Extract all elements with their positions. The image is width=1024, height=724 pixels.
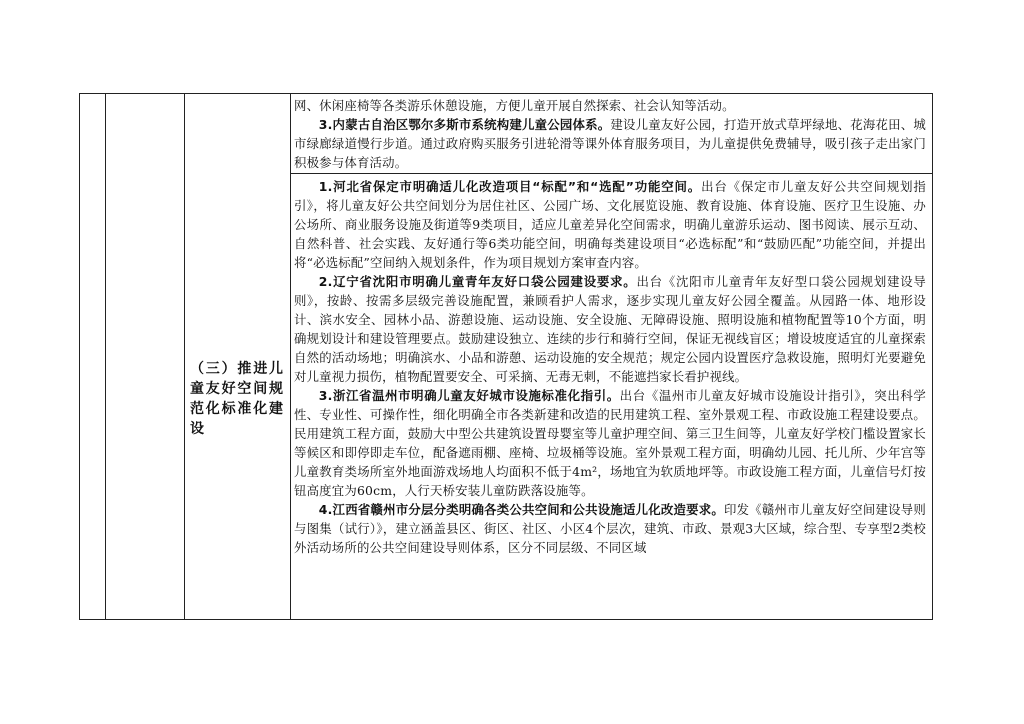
item-body: 出台《保定市儿童友好公共空间规划指引》，将儿童友好公共空间划分为居住社区、公园广场、文化展览设施、教育设施、体育设施、医疗卫生设施、办公场所、商业服务设施及街道等9类项目，适应儿童差异化空间需求，明确儿童游乐运动、图书阅读、展示互动、自然科普、社会实践、友好通行等6类功能空间，明确每类建设项目“必选标配”和“鼓励匹配”功能空间，并提出将“必选标配”空间纳入规划条件，作为项目规划方案审查内容。 bbox=[294, 179, 926, 270]
item-body: 出台《温州市儿童友好城市设施设计指引》，突出科学性、专业性、可操作性，细化明确全市各类新建和改造的民用建筑工程、室外景观工程、市政设施工程建设要点。民用建筑工程方面，鼓励大中型公共建筑设置母婴室等儿童护理空间、第三卫生间等，儿童友好学校门槛设置家长等候区和即停即走车位，配备遮雨棚、座椅、垃圾桶等设施。室外景观工程方面，明确幼儿园、托儿所、少年宫等儿童教育类场所室外地面游戏场地人均面积不低于4m²，场地宜为软质地坪等。市政设施工程方面，儿童信号灯按钮高度宜为60cm，人行天桥安装儿童防跌落设施等。 bbox=[294, 388, 926, 498]
top-section bbox=[294, 96, 926, 172]
item-title: 2.辽宁省沈阳市明确儿童青年友好口袋公园建设要求。 bbox=[318, 274, 637, 289]
item-title: 3.浙江省温州市明确儿童友好城市设施标准化指引。 bbox=[318, 388, 620, 403]
item-title: 3.内蒙古自治区鄂尔多斯市系统构建儿童公园体系。 bbox=[318, 117, 611, 132]
item-body: 印发《赣州市儿童友好空间建设导则与图集（试行）》，建立涵盖县区、街区、社区、小区4个层次，建筑、市政、景观3大区域，综合型、专享型2类校外活动场所的公共空间建设导则体系，区分不同层级、不同区域 bbox=[294, 502, 926, 555]
main-item-2 bbox=[294, 272, 926, 386]
item-body: 出台《沈阳市儿童青年友好型口袋公园规划建设导则》，按龄、按需多层级完善设施配置，兼顾看护人需求，逐步实现儿童友好公园全覆盖。从园路一体、地形设计、滨水安全、园林小品、游憩设施、运动设施、安全设施、无障碍设施、照明设施和植物配置等10个方面，明确规划设计和建设管理要点。鼓励建设独立、连续的步行和骑行空间，保证无视线盲区；增设坡度适宜的儿童探索自然的活动场地；明确滨水、小品和游憩、运动设施的安全规范；规定公园内设置医疗急救设施，照明灯光要避免对儿童视力损伤，植物配置要安全、可采摘、无毒无刺，不能遮挡家长看护视线。 bbox=[294, 274, 926, 384]
main-item-1 bbox=[294, 177, 926, 272]
continuation-text: 网、休闲座椅等各类游乐休憩设施，方便儿童开展自然探索、社会认知等活动。 bbox=[294, 98, 735, 113]
column-divider-1 bbox=[105, 94, 106, 619]
column-divider-2 bbox=[184, 94, 185, 619]
main-item-4 bbox=[294, 500, 926, 557]
category-label: （三）推进儿童友好空间规范化标准化建设 bbox=[190, 361, 284, 437]
item-body: 建设儿童友好公园，打造开放式草坪绿地、花海花田、城市绿廊绿道慢行步道。通过政府购买服务引进轮滑等课外体育服务项目，为儿童提供免费辅导，吸引孩子走出家门积极参与体育活动。 bbox=[294, 117, 926, 170]
item-title: 1.河北省保定市明确适儿化改造项目“标配”和“选配”功能空间。 bbox=[318, 179, 702, 194]
top-item-3 bbox=[294, 115, 926, 172]
main-section bbox=[294, 177, 926, 557]
item-title: 4.江西省赣州市分层分类明确各类公共空间和公共设施适儿化改造要求。 bbox=[318, 502, 724, 517]
row-divider bbox=[290, 173, 932, 174]
main-item-3 bbox=[294, 386, 926, 500]
policy-table bbox=[79, 93, 933, 620]
